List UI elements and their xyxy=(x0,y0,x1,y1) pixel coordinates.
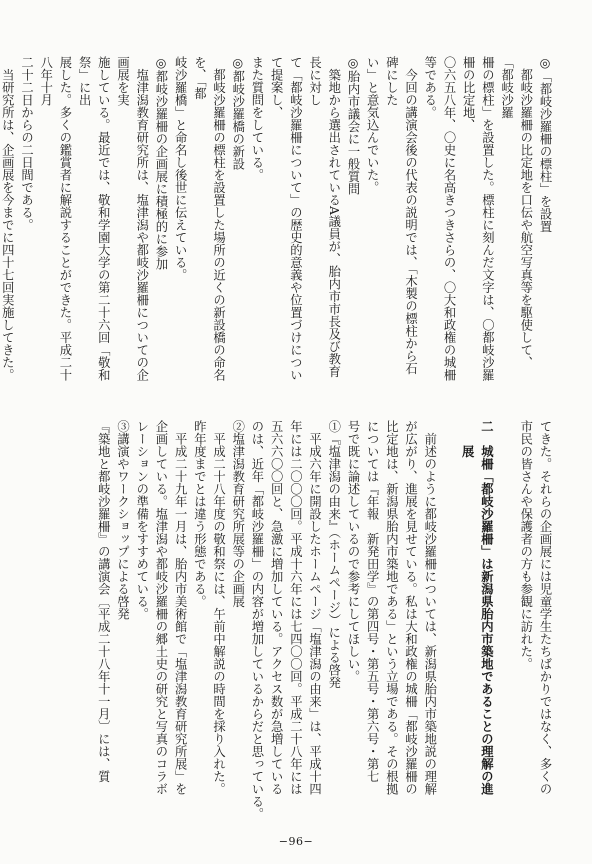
text-column: 塩津潟教育研究所は、塩津潟や都岐沙羅柵についての企画展を実 xyxy=(115,56,149,381)
text-column: 展した。多くの鑑賞者に解説することができた。平成二十八年十月 xyxy=(38,56,72,381)
text-column: て「都岐沙羅柵について」の歴史的意義や位置づけについて提案し、 xyxy=(269,56,303,381)
text-column: 平成二十九年一月は、胎内市美術館で「塩津潟教育研究所展」を xyxy=(173,420,188,795)
text-column: てきた。それらの企画展には児童学生たちばかりではなく、多くの xyxy=(538,420,552,795)
page-number: −96− xyxy=(278,835,314,848)
text-column: 〇六五八年、〇史に名高きつきさらの、〇大和政権の城柵等である。 xyxy=(422,56,456,381)
text-column: 前述のように都岐沙羅柵については、新潟県胎内市築地説の理解 xyxy=(422,420,437,795)
upper-text-block xyxy=(0,56,554,384)
text-column: が広がり、進展を見せている。私は大和政権の城柵「都岐沙羅柵の xyxy=(403,420,418,795)
text-column: 企画している。塩津潟や都岐沙羅柵の郷土史の研究と写真のコラボ xyxy=(153,420,168,795)
text-column: 築地から選出されているA議員が、胎内市市長及び教育長に対し xyxy=(307,56,341,378)
text-column: 年には二〇〇〇回。平成十六年には七四〇〇回。平成二十八年には xyxy=(288,420,303,795)
text-column: ②塩津潟教育研究所展等の企画展 xyxy=(230,420,245,608)
text-column: 今回の講演会後の代表の説明では、「木製の標柱から石碑にした xyxy=(384,56,418,375)
text-column: 都岐沙羅柵の標柱を設置した場所の近くの新設橋の命名を、「都 xyxy=(192,56,226,381)
text-column: 展 xyxy=(460,420,476,458)
text-column: ◎都岐沙羅橋の新設 xyxy=(230,56,245,171)
text-column: ◎都岐沙羅柵の企画展に積極的に参加 xyxy=(153,56,168,271)
text-column: 当研究所は、企画展を今までに四十七回実施してきた。 xyxy=(0,68,15,381)
text-column: 施している。最近では、敬和学園大学の第二十六回「敬和祭」に出 xyxy=(77,56,111,381)
text-column: 比定地は、新潟県胎内市築地である」という立場である。その根拠 xyxy=(384,420,399,795)
text-column: い」と意気込んでいた。 xyxy=(365,56,380,194)
text-column: ③講演やワークショップによる啓発 xyxy=(115,420,130,620)
text-column: 号で既に論述しているので参考にしてほしい。 xyxy=(345,420,360,683)
text-column xyxy=(496,420,515,824)
text-column: 昨年度までとは違う形態である。 xyxy=(192,420,207,608)
text-column: 市民の皆さんや保護者の方も参観に訪れた。 xyxy=(518,420,533,670)
text-column: 都岐沙羅柵の比定地を口伝や航空写真等を駆使して、「都岐沙羅 xyxy=(499,56,533,369)
text-column: 二 城柵「都岐沙羅柵」は新潟県胎内市築地であることの理解の進 xyxy=(479,420,495,795)
text-column: 平成六年に開設したホームページ「塩津潟の由来」は、平成十四 xyxy=(307,420,322,795)
lower-text-block xyxy=(40,420,554,824)
text-column: 二十二日からの二日間である。 xyxy=(19,56,34,231)
text-column: 五六六〇〇回と、急激に増加している。アクセス数が急増している xyxy=(269,420,284,795)
text-column: 平成二十八年度の敬和祭には、午前中解説の時間を採り入れた。 xyxy=(211,420,226,795)
text-column: また質問をしている。 xyxy=(249,56,264,181)
text-column: ◎胎内市議会に一般質問 xyxy=(345,56,360,196)
text-column: レーションの準備をすすめている。 xyxy=(134,420,149,620)
text-column: ◎「都岐沙羅柵の標柱」を設置 xyxy=(538,56,552,233)
text-column xyxy=(439,420,458,824)
text-column: については『年報 新発田学』の第四号・第五号・第六号・第七 xyxy=(365,420,380,783)
text-column: 『築地と都岐沙羅柵』の講演会〔平成二十八年十一月〕には、質 xyxy=(96,420,111,783)
text-column: 岐沙羅橋」と命名し後世に伝えている。 xyxy=(173,56,188,281)
text-column: ①『塩津潟の由来』（ホームページ）による啓発 xyxy=(326,420,341,689)
text-column: 柵の標柱」を設置した。標柱に刻んだ文字は、〇都岐沙羅柵の比定地、 xyxy=(461,56,495,381)
text-column: のは、近年「都岐沙羅柵」の内容が増加しているからだと思っている。 xyxy=(249,420,264,820)
